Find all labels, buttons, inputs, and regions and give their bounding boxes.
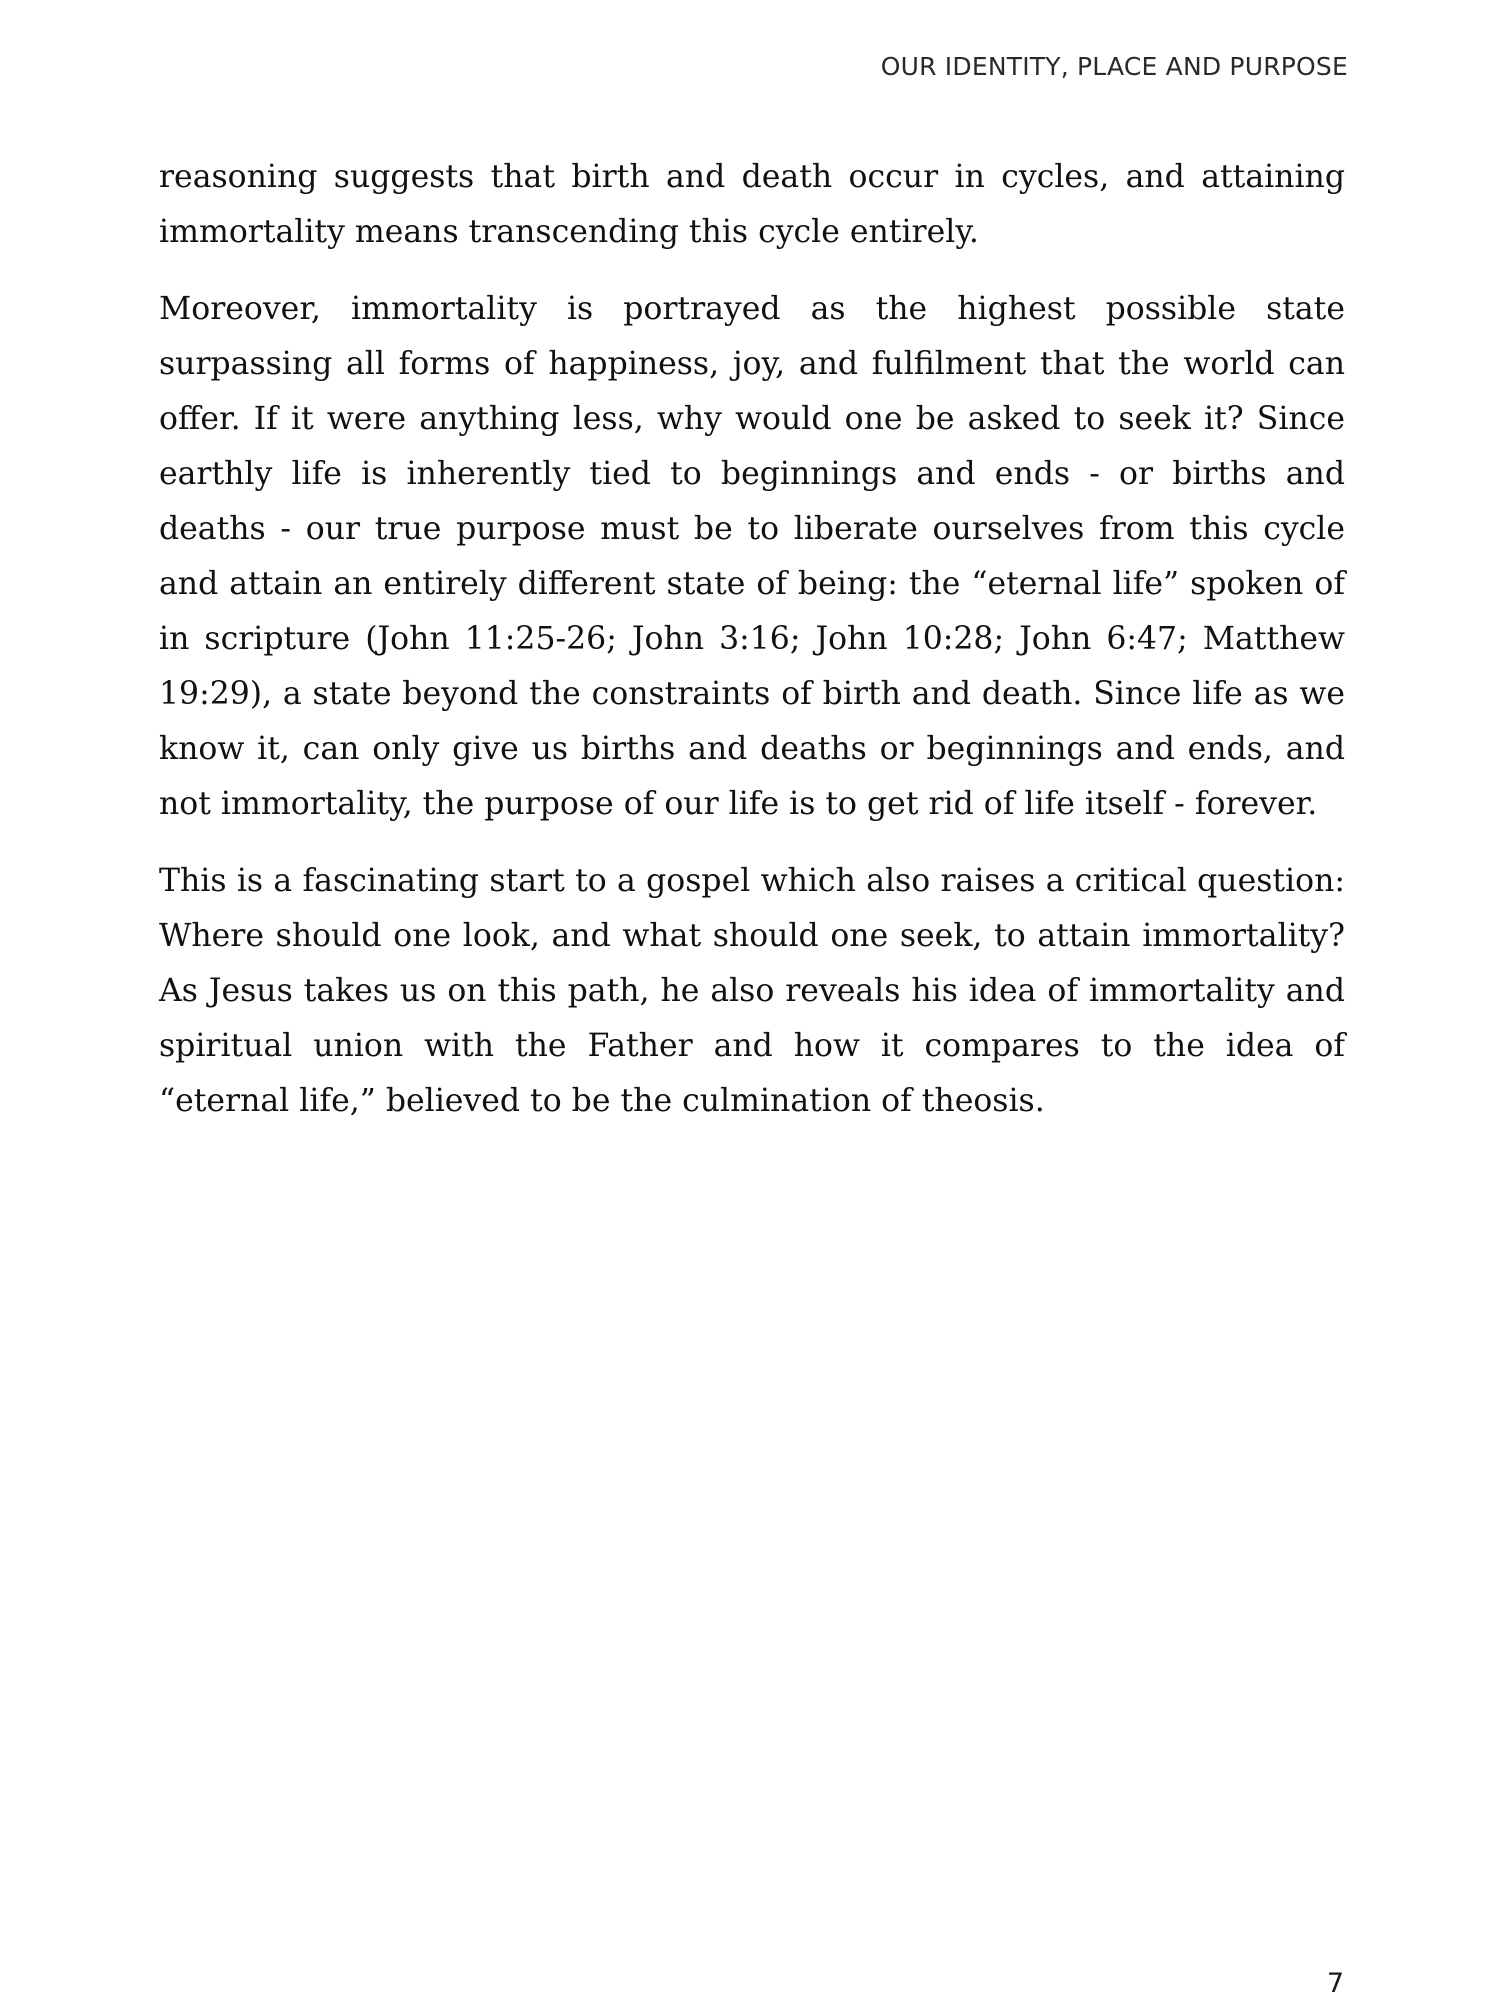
- paragraph-1: reasoning suggests that birth and death occur in cycles, and attaining immortality means transcending this cycle entirely.: [159, 159, 1345, 250]
- page-number: 7: [1326, 1968, 1344, 1999]
- running-header: OUR IDENTITY, PLACE AND PURPOSE: [880, 52, 1348, 81]
- paragraph-2: Moreover, immortality is portrayed as the highest possible state surpassing all forms of happiness, joy, and fulfilment that the world can offer. If it were anything less, why would one be asked to seek it? Since earthly life is inherently tied to beginnings and ends - or births and deaths - our true purpose must be to liberate ourselves from this cycle and attain an entirely different state of being: the “eternal life” spoken of in scripture (John 11:25-26; John 3:16; John 10:28; John 6:47; Matthew 19:29), a state beyond the constraints of birth and death. Since life as we know it, can only give us births and deaths or beginnings and ends, and not immortality, the purpose of our life is to get rid of life itself - forever.: [159, 291, 1345, 822]
- paragraph-3: This is a fascinating start to a gospel which also raises a critical question: Where should one look, and what should one seek, to attain immortality? As Jesus takes us on this path, he also reveals his idea of immortality and spiritual union with the Father and how it compares to the idea of “eternal life,” believed to be the culmination of theosis.: [159, 863, 1345, 1119]
- body-text: [159, 150, 1345, 1151]
